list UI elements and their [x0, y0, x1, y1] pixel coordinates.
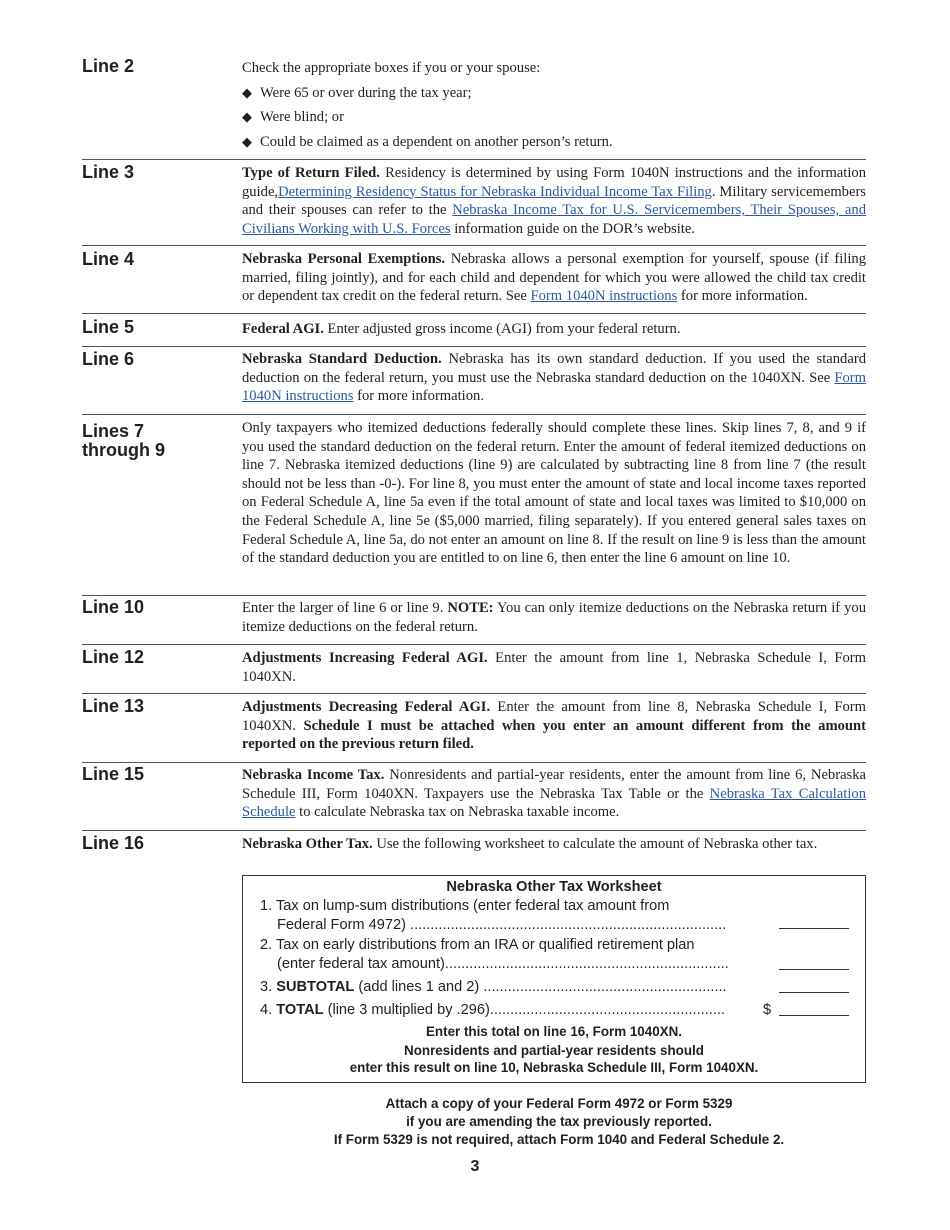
section-line-5: [82, 313, 866, 337]
tax-calculation-schedule-link[interactable]: Nebraska Tax Calculation Schedule: [242, 785, 866, 821]
attachment-note: Attach a copy of your Federal Form 4972 or Form 5329 if you are amending the tax previously reported. If Form 5329 is not required, attach Form 1040 and Federal Schedule 2.: [333, 1096, 785, 1147]
bullet-item: ◆ Were 65 or over during the tax year;: [242, 84, 472, 101]
line-10-text: Enter the larger of line 6 or line 9. NOTE: You can only itemize deductions on the Nebraska return if you itemize deductions on the federal return.: [242, 600, 866, 635]
section-heading: Nebraska Standard Deduction.: [242, 351, 442, 367]
section-lines-7-through-9: [82, 414, 866, 567]
worksheet-note: Enter this total on line 16, Form 1040XN.: [426, 1024, 682, 1039]
line-label: Line 6: [82, 349, 135, 369]
line-label: Line 13: [82, 696, 145, 716]
diamond-bullet-icon: ◆: [242, 84, 252, 100]
worksheet-note: Nonresidents and partial-year residents should: [404, 1043, 704, 1058]
line-2-intro: Check the appropriate boxes if you or your spouse:: [242, 60, 541, 76]
diamond-bullet-icon: ◆: [242, 133, 252, 149]
line-label: Line 3: [82, 162, 135, 182]
line-label: Line 16: [82, 833, 145, 853]
line-label: Line 4: [82, 249, 135, 269]
diamond-bullet-icon: ◆: [242, 109, 252, 125]
residency-guide-link[interactable]: Determining Residency Status for Nebraska Individual Income Tax Filing: [278, 183, 712, 200]
worksheet-title: Nebraska Other Tax Worksheet: [446, 879, 662, 895]
worksheet-line-3: 3. SUBTOTAL (add lines 1 and 2) ............................................................: [260, 979, 727, 995]
section-line-4: [82, 245, 866, 305]
form-1040n-instructions-link[interactable]: Form 1040N instructions: [530, 288, 678, 305]
line-12-text: Adjustments Increasing Federal AGI. Enter the amount from line 1, Nebraska Schedule I, Form 1040XN.: [242, 650, 866, 685]
worksheet-line-1-blank: [779, 928, 849, 929]
bullet-item: ◆ Were blind; or: [242, 109, 344, 126]
worksheet-note: enter this result on line 10, Nebraska Schedule III, Form 1040XN.: [349, 1060, 759, 1075]
section-line-16: [82, 830, 866, 853]
dollar-sign: $: [763, 1002, 772, 1018]
line-label: Line 12: [82, 647, 145, 667]
line-label: Lines 7 through 9: [82, 421, 165, 460]
section-line-3: [82, 159, 866, 237]
line-label: Line 2: [82, 56, 135, 76]
line-13-text: Adjustments Decreasing Federal AGI. Enter the amount from line 8, Nebraska Schedule I, Form 1040XN. Schedule I must be attached when you enter an amount different from the amount reported on the previous return filed.: [242, 699, 866, 753]
section-line-10: [82, 595, 866, 635]
lines-7-9-text: Only taxpayers who itemized deductions federally should complete these lines. Skip lines 7, 8, and 9 if you used the standard deduction on the federal return. Enter the amount of federal itemized deductions on line 7. Nebraska itemized deductions (line 9) are calculated by subtracting line 8 from line 7 (the result should not be less than -0-). For line 8, you must enter the amount of state and local income taxes reported on Federal Schedule A, line 5a even if the total amount of state and local taxes was limited to $10,000 on the Federal Schedule A, line 5e ($5,000 married, filing separately). If you entered general sales taxes on Federal Schedule A, line 5a, do not enter an amount on line 8. If the result on line 9 is less than the amount of the standard deduction you are entitled to on line 6, then enter the line 6 amount on line 10.: [242, 420, 866, 567]
section-heading: Type of Return Filed.: [242, 165, 380, 181]
worksheet-line-4-blank: [779, 1015, 849, 1016]
worksheet-line-4: 4. TOTAL (line 3 multiplied by .296)..........................................................: [260, 1002, 725, 1018]
bullet-item: ◆ Could be claimed as a dependent on another person’s return.: [242, 133, 613, 150]
line-6-text: Nebraska Standard Deduction. Nebraska has its own standard deduction. If you used the standard deduction on the federal return, you must use the Nebraska standard deduction on the 1040XN. See Form 1040N instructions for more information.: [242, 351, 866, 405]
worksheet-line-2-blank: [779, 969, 849, 970]
section-heading: Nebraska Other Tax.: [242, 836, 373, 852]
page-number: 3: [470, 1158, 480, 1175]
form-1040n-instructions-link[interactable]: Form 1040N instructions: [242, 369, 866, 405]
servicemembers-guide-link[interactable]: Nebraska Income Tax for U.S. Servicemembers, Their Spouses, and Civilians Working with U.S. Forces: [242, 202, 866, 237]
line-2-text: [242, 59, 866, 151]
section-line-13: [82, 693, 866, 753]
line-3-text: Type of Return Filed. Residency is determined by using Form 1040N instructions and the information guide,Determining Residency Status for Nebraska Individual Income Tax Filing. Military servicemembers and their spouses can refer to the Nebraska Income Tax for U.S. Servicemembers, Their Spouses, and Civilians Working with U.S. Forces information guide on the DOR’s website.: [242, 165, 866, 237]
section-heading: Nebraska Income Tax.: [242, 767, 385, 783]
worksheet-line-3-blank: [779, 992, 849, 993]
other-tax-worksheet: [242, 875, 866, 1083]
section-heading: Adjustments Decreasing Federal AGI.: [242, 699, 491, 715]
line-label: Line 15: [82, 764, 145, 784]
section-line-15: [82, 762, 867, 821]
worksheet-line-2: 2. Tax on early distributions from an IRA or qualified retirement plan (enter federal tax amount)......................................................................: [260, 937, 729, 972]
line-15-text: Nebraska Income Tax. Nonresidents and partial-year residents, enter the amount from line 6, Nebraska Schedule III, Form 1040XN. Taxpayers use the Nebraska Tax Table or the Nebraska Tax Calculation Schedule to calculate Nebraska tax on Nebraska taxable income.: [242, 767, 867, 821]
line-label: Line 10: [82, 597, 145, 617]
section-heading: Nebraska Personal Exemptions.: [242, 251, 446, 267]
line-4-text: Nebraska Personal Exemptions. Nebraska allows a personal exemption for yourself, spouse (if filing married, filing jointly), and for each child and dependent for which you were allowed the child tax credit or dependent tax credit on the federal return. See Form 1040N instructions for more information.: [242, 251, 866, 305]
schedule-i-requirement: Schedule I must be attached when you enter an amount different from the amount reported on the previous return filed.: [242, 717, 866, 753]
section-line-6: [82, 346, 866, 405]
note-label: NOTE:: [447, 600, 494, 616]
section-heading: Federal AGI.: [242, 321, 324, 337]
line-16-text: Nebraska Other Tax. Use the following worksheet to calculate the amount of Nebraska other tax.: [242, 836, 818, 852]
section-heading: Adjustments Increasing Federal AGI.: [242, 650, 488, 666]
section-line-12: [82, 644, 866, 685]
line-5-text: Federal AGI. Enter adjusted gross income (AGI) from your federal return.: [242, 321, 681, 337]
line-label: Line 5: [82, 317, 135, 337]
worksheet-line-1: 1. Tax on lump-sum distributions (enter federal tax amount from Federal Form 4972) ..............................................................................: [260, 898, 727, 933]
